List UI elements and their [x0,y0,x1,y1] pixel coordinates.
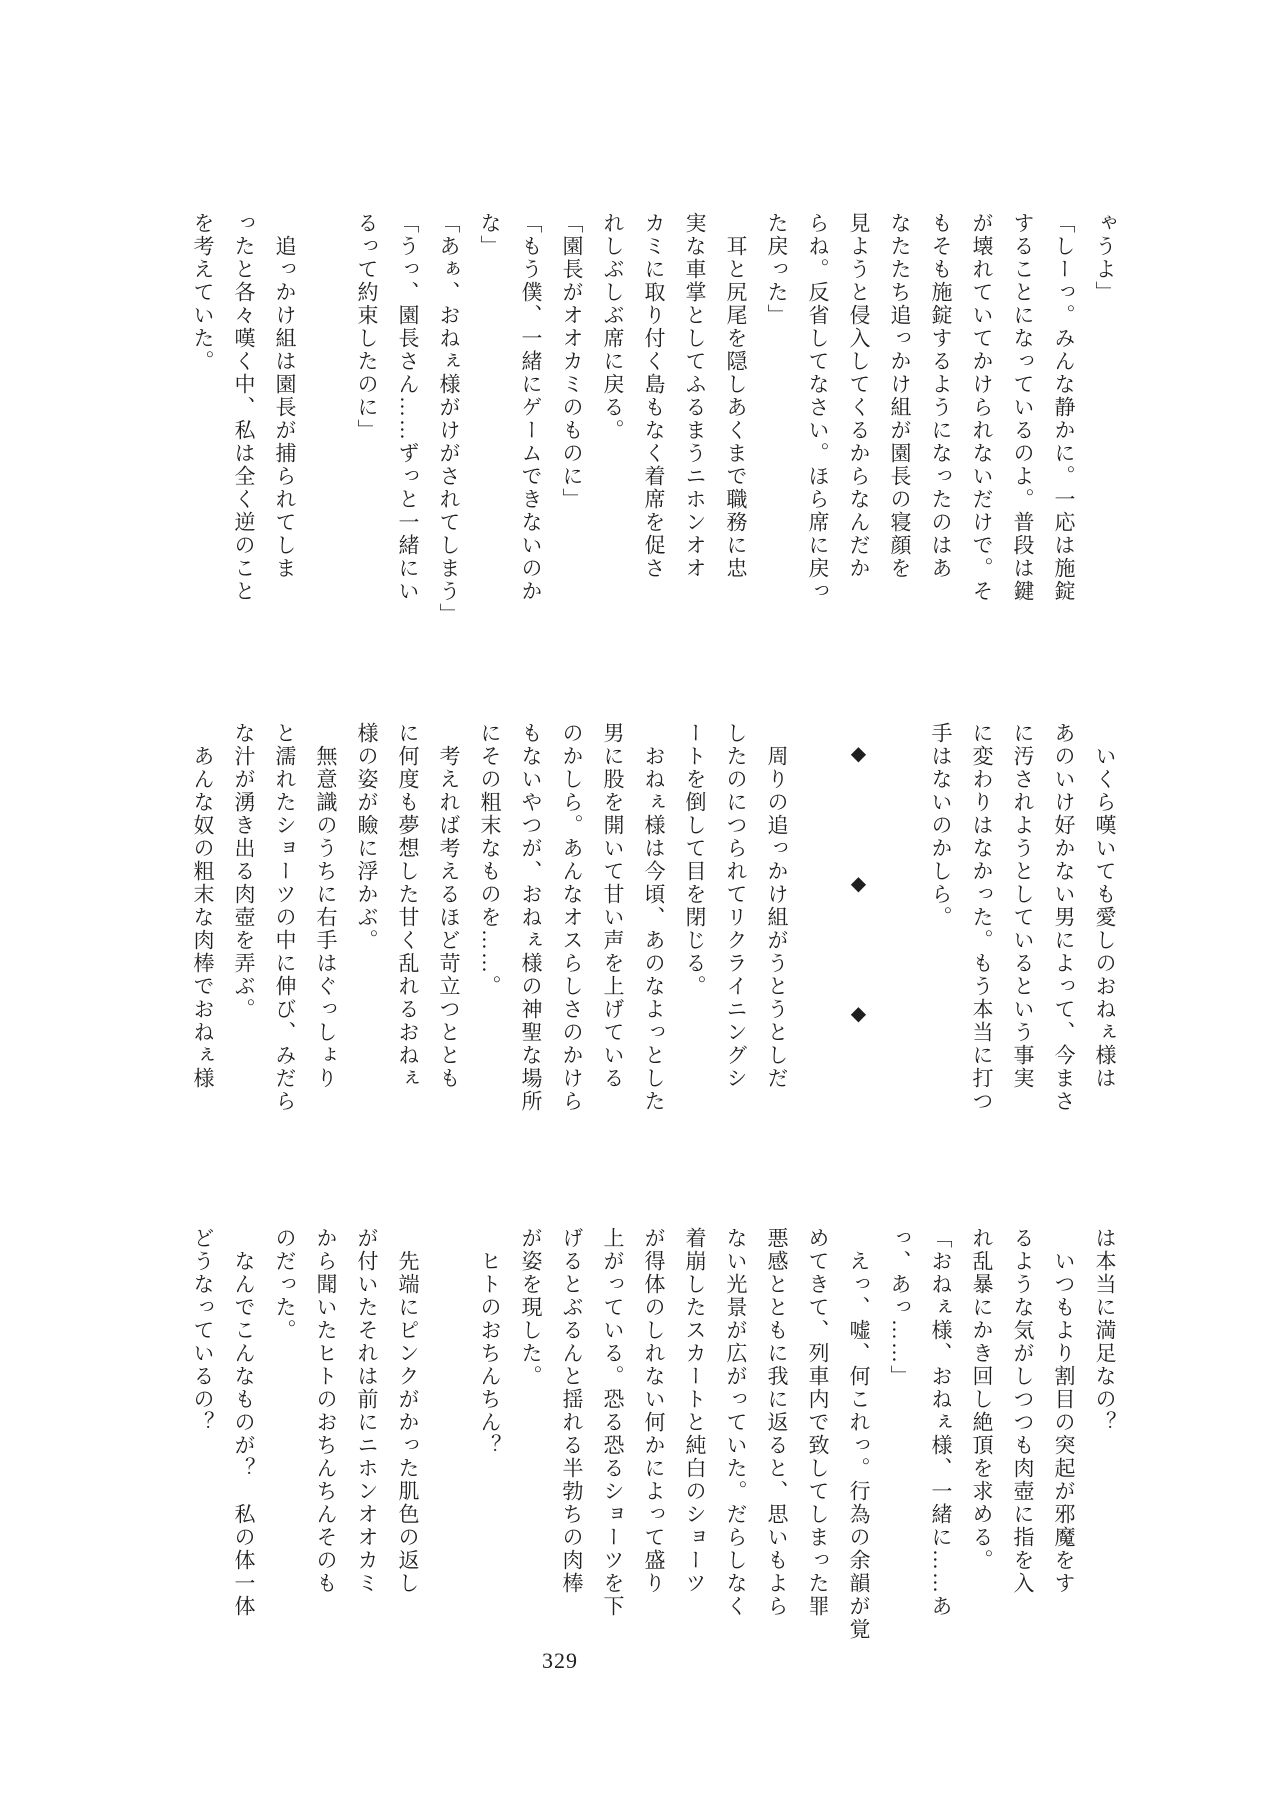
text-column: 「園長がオオカミのものに」 [560,212,584,511]
column-gap [428,1227,469,1627]
text-column: カミに取り付く島もなく着席を促さ [642,212,666,580]
text-block-middle [182,722,1125,1122]
text-column: と濡れたショーツの中に伸び、みだら [273,722,297,1113]
text-column: が壊れていてかけられないだけで。そ [970,212,994,603]
diamond-icon: ◆ [850,743,867,765]
text-column: 「しーっ。みんな静かに。一応は施錠 [1052,212,1076,603]
text-column: げるとぶるんと揺れる半勃ちの肉棒 [560,1227,584,1595]
text-column: 無意識のうちに右手はぐっしょり [314,745,338,1090]
text-column: なたたち追っかけ組が園長の寝顔を [888,212,912,580]
text-column: らね。反省してなさい。ほら席に戻っ [806,212,830,603]
text-column: ゃうよ」 [1093,212,1117,304]
text-column: が姿を現した。 [519,1227,543,1388]
text-column: あんな奴の粗末な肉棒でおねぇ様 [191,745,215,1090]
text-column: あのいけ好かない男によって、今まさ [1052,722,1076,1113]
text-column: のだった。 [273,1227,297,1342]
page-number: 329 [542,1648,578,1673]
text-column: に何度も夢想した甘く乱れるおねぇ [396,722,420,1090]
column-gap [305,212,346,612]
text-column: れ乱暴にかき回し絶頂を求める。 [970,1227,994,1572]
text-column: したのにつられてリクライニングシ [724,722,748,1090]
text-column: おねぇ様は今頃、あのなよっとした [642,745,666,1113]
text-column: に変わりはなかった。もう本当に打つ [970,722,994,1113]
text-column: 見ようと侵入してくるからなんだか [847,212,871,580]
text-column: れしぶしぶ席に戻る。 [601,212,625,442]
text-column: 実な車掌としてふるまうニホンオオ [683,212,707,580]
text-column: るって約束したのに」 [355,212,379,442]
text-column: を考えていた。 [191,212,215,373]
text-column: にその粗末なものを……。 [478,722,502,998]
diamond-icon: ◆ [850,1003,867,1025]
text-column: えっ、嘘、何これっ。行為の余韻が覚 [847,1250,871,1641]
text-column: な」 [478,212,502,258]
text-column: 上がっている。恐る恐るショーツを下 [601,1227,625,1618]
text-column: な汁が湧き出る肉壺を弄ぶ。 [232,722,256,1021]
section-separator [838,722,879,1122]
text-column: のかしら。あんなオスらしさのかけら [560,722,584,1113]
text-column: ない光景が広がっていた。だらしなく [724,1227,748,1618]
text-column: どうなっているの？ [191,1227,215,1434]
text-column: 手はないのかしら。 [929,722,953,929]
text-column: もないやつが、おねぇ様の神聖な場所 [519,722,543,1113]
diamond-icon: ◆ [850,873,867,895]
column-gap [879,722,920,1122]
text-column: 着崩したスカートと純白のショーツ [683,1227,707,1595]
text-column: に汚されようとしているという事実 [1011,722,1035,1090]
text-column: 「うっ、園長さん……ずっと一緒にい [396,212,420,603]
text-column: 先端にピンクがかった肌色の返し [396,1250,420,1595]
text-column: 「もう僕、一緒にゲームできないのか [519,212,543,603]
text-column: が付いたそれは前にニホンオオカミ [355,1227,379,1595]
text-column: なんでこんなものが？ 私の体一体 [232,1250,256,1618]
text-column: ったと各々嘆く中、私は全く逆のこと [232,212,256,603]
text-column: 周りの追っかけ組がうとうとしだ [765,745,789,1090]
text-column: 考えれば考えるほど苛立つととも [437,745,461,1090]
text-column: いつもより割目の突起が邪魔をす [1052,1250,1076,1595]
text-block-bottom [182,1227,1125,1641]
text-column: 「あぁ、おねぇ様がけがされてしまう」 [437,212,461,626]
text-column: もそも施錠するようになったのはあ [929,212,953,580]
text-column: めてきて、列車内で致してしまった罪 [806,1227,830,1618]
text-column: は本当に満足なの？ [1093,1227,1117,1434]
text-column: いくら嘆いても愛しのおねぇ様は [1093,745,1117,1090]
text-column: ヒトのおちんちん？ [478,1250,502,1457]
text-column: るような気がしつつも肉壺に指を入 [1011,1227,1035,1595]
column-gap [797,722,838,1122]
text-column: 男に股を開いて甘い声を上げている [601,722,625,1090]
text-column: 様の姿が瞼に浮かぶ。 [355,722,379,952]
text-column: することになっているのよ。普段は鍵 [1011,212,1035,603]
text-column: 耳と尻尾を隠しあくまで職務に忠 [724,235,748,580]
text-column: 悪感とともに我に返ると、思いもよら [765,1227,789,1618]
text-column: 追っかけ組は園長が捕られてしま [273,235,297,580]
text-block-top [182,212,1125,626]
text-column: 「おねぇ様、おねぇ様、一緒に……あ [929,1227,953,1618]
text-column: から聞いたヒトのおちんちんそのも [314,1227,338,1595]
text-column: ートを倒して目を閉じる。 [683,722,707,998]
text-column: っ、あっ……」 [888,1227,912,1388]
text-column: が得体のしれない何かによって盛り [642,1227,666,1595]
text-column: た戻った」 [765,212,789,327]
